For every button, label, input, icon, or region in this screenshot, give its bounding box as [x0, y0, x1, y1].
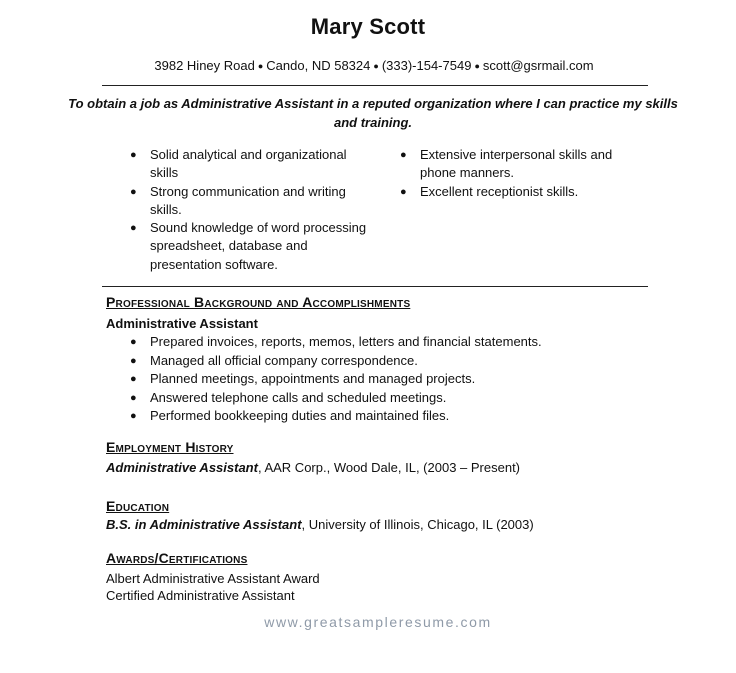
list-item	[130, 146, 380, 183]
skill-line: Excellent receptionist skills.	[420, 183, 579, 199]
section-title-awards: Awards/Certifications	[106, 550, 248, 566]
divider-top	[102, 85, 648, 86]
website-watermark: www.greatsampleresume.com	[264, 614, 492, 630]
separator-dot: ●	[257, 61, 264, 71]
contact-line	[0, 58, 736, 73]
award-item: Certified Administrative Assistant	[106, 588, 295, 603]
section-title-education: Education	[106, 498, 170, 514]
accomplishment-text: Prepared invoices, reports, memos, letters and financial statements.	[150, 334, 542, 349]
separator-dot: ●	[474, 61, 480, 71]
skill-line: Solid analytical and organizational	[150, 147, 347, 162]
skill-line: spreadsheet, database and	[150, 238, 308, 254]
employment-role: Administrative Assistant	[106, 460, 258, 475]
bullet-icon: ●	[400, 185, 407, 198]
award-item: Albert Administrative Assistant Award	[106, 571, 320, 586]
objective-statement: To obtain a job as Administrative Assistant in a reputed organization where I can practice my skills and training.	[68, 96, 678, 130]
bullet-icon: ●	[130, 391, 137, 404]
list-item	[130, 183, 380, 220]
list-item	[130, 352, 542, 371]
accomplishment-text: Planned meetings, appointments and managed projects.	[150, 371, 476, 387]
skills-list-right	[400, 146, 660, 201]
bullet-icon: ●	[130, 410, 137, 423]
skill-line: presentation software.	[150, 256, 278, 272]
section-title-professional: Professional Background and Accomplishments	[106, 294, 411, 310]
list-item	[130, 389, 542, 408]
list-item	[130, 219, 380, 274]
skills-list-left	[130, 146, 380, 274]
skill-line: Strong communication and writing	[150, 183, 346, 199]
bullet-icon: ●	[130, 373, 137, 386]
list-item	[130, 370, 542, 389]
employment-details: , AAR Corp., Wood Dale, IL, (2003 – Present)	[257, 460, 521, 475]
bullet-icon: ●	[130, 222, 137, 235]
accomplishment-text: Managed all official company correspondence.	[150, 352, 418, 368]
education-entry	[106, 517, 534, 532]
accomplishment-text: Answered telephone calls and scheduled meetings.	[150, 389, 447, 405]
address: 3982 Hiney Road	[154, 58, 255, 73]
phone: (333)-154-7549	[381, 58, 472, 73]
divider-mid	[102, 286, 648, 287]
candidate-name: Mary Scott	[310, 14, 426, 39]
employment-entry	[106, 460, 520, 475]
degree: B.S. in Administrative Assistant	[106, 517, 302, 532]
skill-line: phone manners.	[420, 165, 514, 181]
professional-list	[130, 333, 542, 426]
bullet-icon: ●	[130, 149, 137, 161]
bullet-icon: ●	[130, 185, 137, 198]
bullet-icon: ●	[130, 354, 137, 367]
section-title-employment: Employment History	[106, 439, 234, 455]
list-item	[130, 333, 542, 352]
list-item	[400, 183, 660, 201]
bullet-icon: ●	[130, 336, 137, 348]
skill-line: Extensive interpersonal skills and	[420, 147, 613, 162]
bullet-icon: ●	[400, 149, 407, 161]
professional-role: Administrative Assistant	[106, 316, 258, 331]
education-details: , University of Illinois, Chicago, IL (2003)	[301, 517, 534, 532]
skill-line: skills.	[150, 201, 182, 217]
accomplishment-text: Performed bookkeeping duties and maintained files.	[150, 408, 450, 424]
list-item	[130, 407, 542, 426]
separator-dot: ●	[373, 61, 379, 71]
skill-line: skills	[150, 165, 179, 181]
skill-line: Sound knowledge of word processing	[150, 220, 367, 236]
list-item	[400, 146, 660, 183]
email: scott@gsrmail.com	[482, 58, 594, 73]
city: Cando, ND 58324	[266, 58, 371, 73]
